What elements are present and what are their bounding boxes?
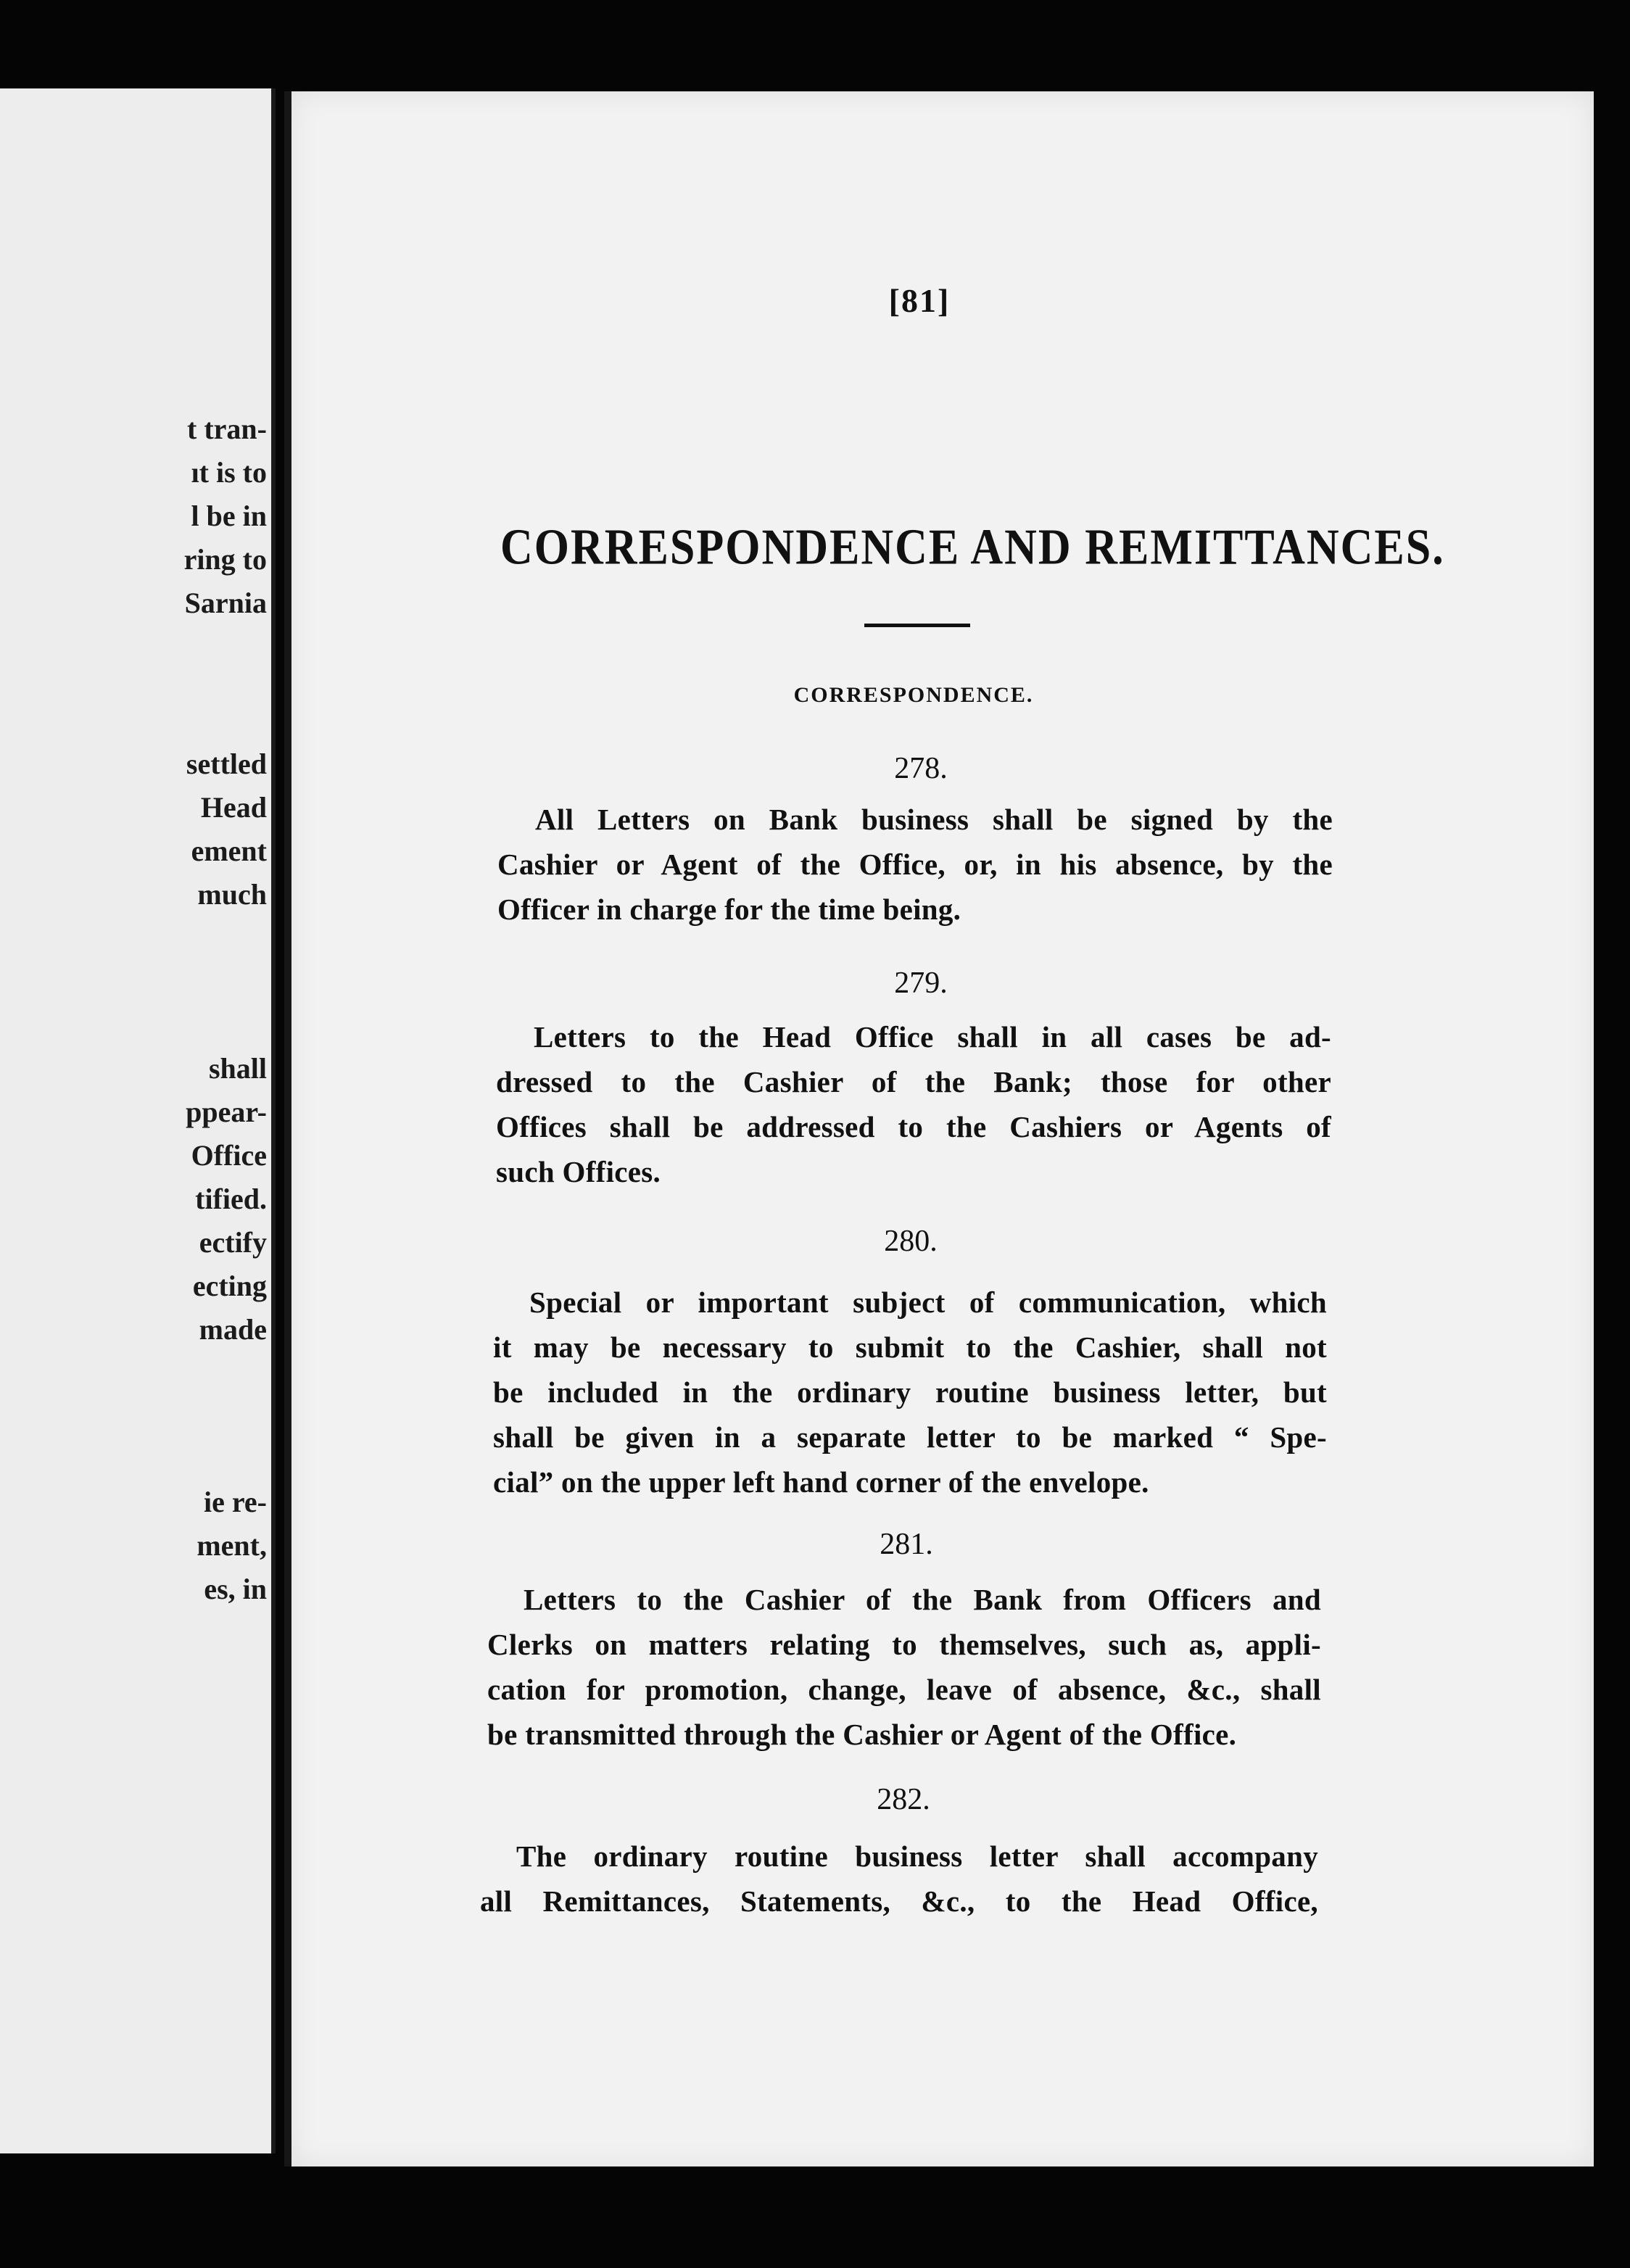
paragraph-line: it may be necessary to submit to the Cashier, shall not (493, 1330, 1327, 1364)
paragraph-line: The ordinary routine business letter shall accompany (516, 1839, 1318, 1873)
left-page-line: ppear- (186, 1096, 267, 1128)
left-page-line: ıt is to (191, 456, 267, 489)
left-page-line: Office (191, 1139, 267, 1172)
left-facing-page (0, 88, 276, 2153)
paragraph-line: Offices shall be addressed to the Cashiers or Agents of (496, 1110, 1331, 1143)
paragraph-number: 280. (884, 1225, 938, 1258)
left-page-line: es, in (204, 1573, 267, 1605)
left-page-line: ment, (196, 1529, 267, 1562)
left-page-line: made (199, 1313, 267, 1346)
paragraph-number: 279. (894, 967, 948, 1000)
left-page-line: t tran- (187, 413, 267, 445)
left-page-line: ring to (183, 543, 267, 576)
paragraph-line: Clerks on matters relating to themselves, such as, appli- (487, 1628, 1321, 1661)
left-page-line: ectify (199, 1226, 267, 1259)
left-page-line: much (197, 878, 267, 911)
paragraph-line: be transmitted through the Cashier or Agent of the Office. (487, 1718, 1237, 1751)
left-page-line: shall (208, 1052, 267, 1085)
paragraph-line: dressed to the Cashier of the Bank; those for other (496, 1065, 1331, 1098)
left-page-line: l be in (191, 500, 267, 532)
paragraph-line: cial” on the upper left hand corner of the envelope. (493, 1465, 1149, 1499)
paragraph-line: all Remittances, Statements, &c., to the Head Office, (480, 1884, 1318, 1918)
paragraph-number: 281. (880, 1528, 933, 1561)
paragraph-line: Letters to the Head Office shall in all cases be ad- (534, 1020, 1331, 1054)
left-page-line: ie re- (204, 1486, 267, 1518)
left-page-line: ecting (192, 1270, 267, 1302)
paragraph-number: 278. (894, 752, 948, 785)
left-page-line: Head (200, 791, 267, 824)
paragraph-line: such Offices. (496, 1155, 661, 1188)
paragraph-line: Letters to the Cashier of the Bank from Officers and (524, 1583, 1321, 1616)
left-page-line: tified. (195, 1183, 267, 1215)
left-page-line: settled (186, 748, 267, 780)
page-title: CORRESPONDENCE AND REMITTANCES. (500, 519, 1445, 576)
paragraph-line: shall be given in a separate letter to be marked “ Spe- (493, 1420, 1327, 1454)
paragraph-line: Special or important subject of communication, which (529, 1286, 1327, 1319)
page-number: [81] (888, 282, 951, 319)
paragraph-line: cation for promotion, change, leave of absence, &c., shall (487, 1673, 1321, 1706)
left-page-line: ement (191, 835, 267, 867)
paragraph-line: Officer in charge for the time being. (497, 893, 961, 926)
left-page-line: Sarnia (184, 587, 267, 619)
paragraph-number: 282. (877, 1783, 930, 1816)
paragraph-line: be included in the ordinary routine business letter, but (493, 1375, 1327, 1409)
paragraph-line: All Letters on Bank business shall be signed by the (535, 803, 1333, 836)
paragraph-line: Cashier or Agent of the Office, or, in his absence, by the (497, 848, 1333, 881)
title-divider (864, 624, 970, 627)
section-heading: CORRESPONDENCE. (793, 683, 1034, 707)
